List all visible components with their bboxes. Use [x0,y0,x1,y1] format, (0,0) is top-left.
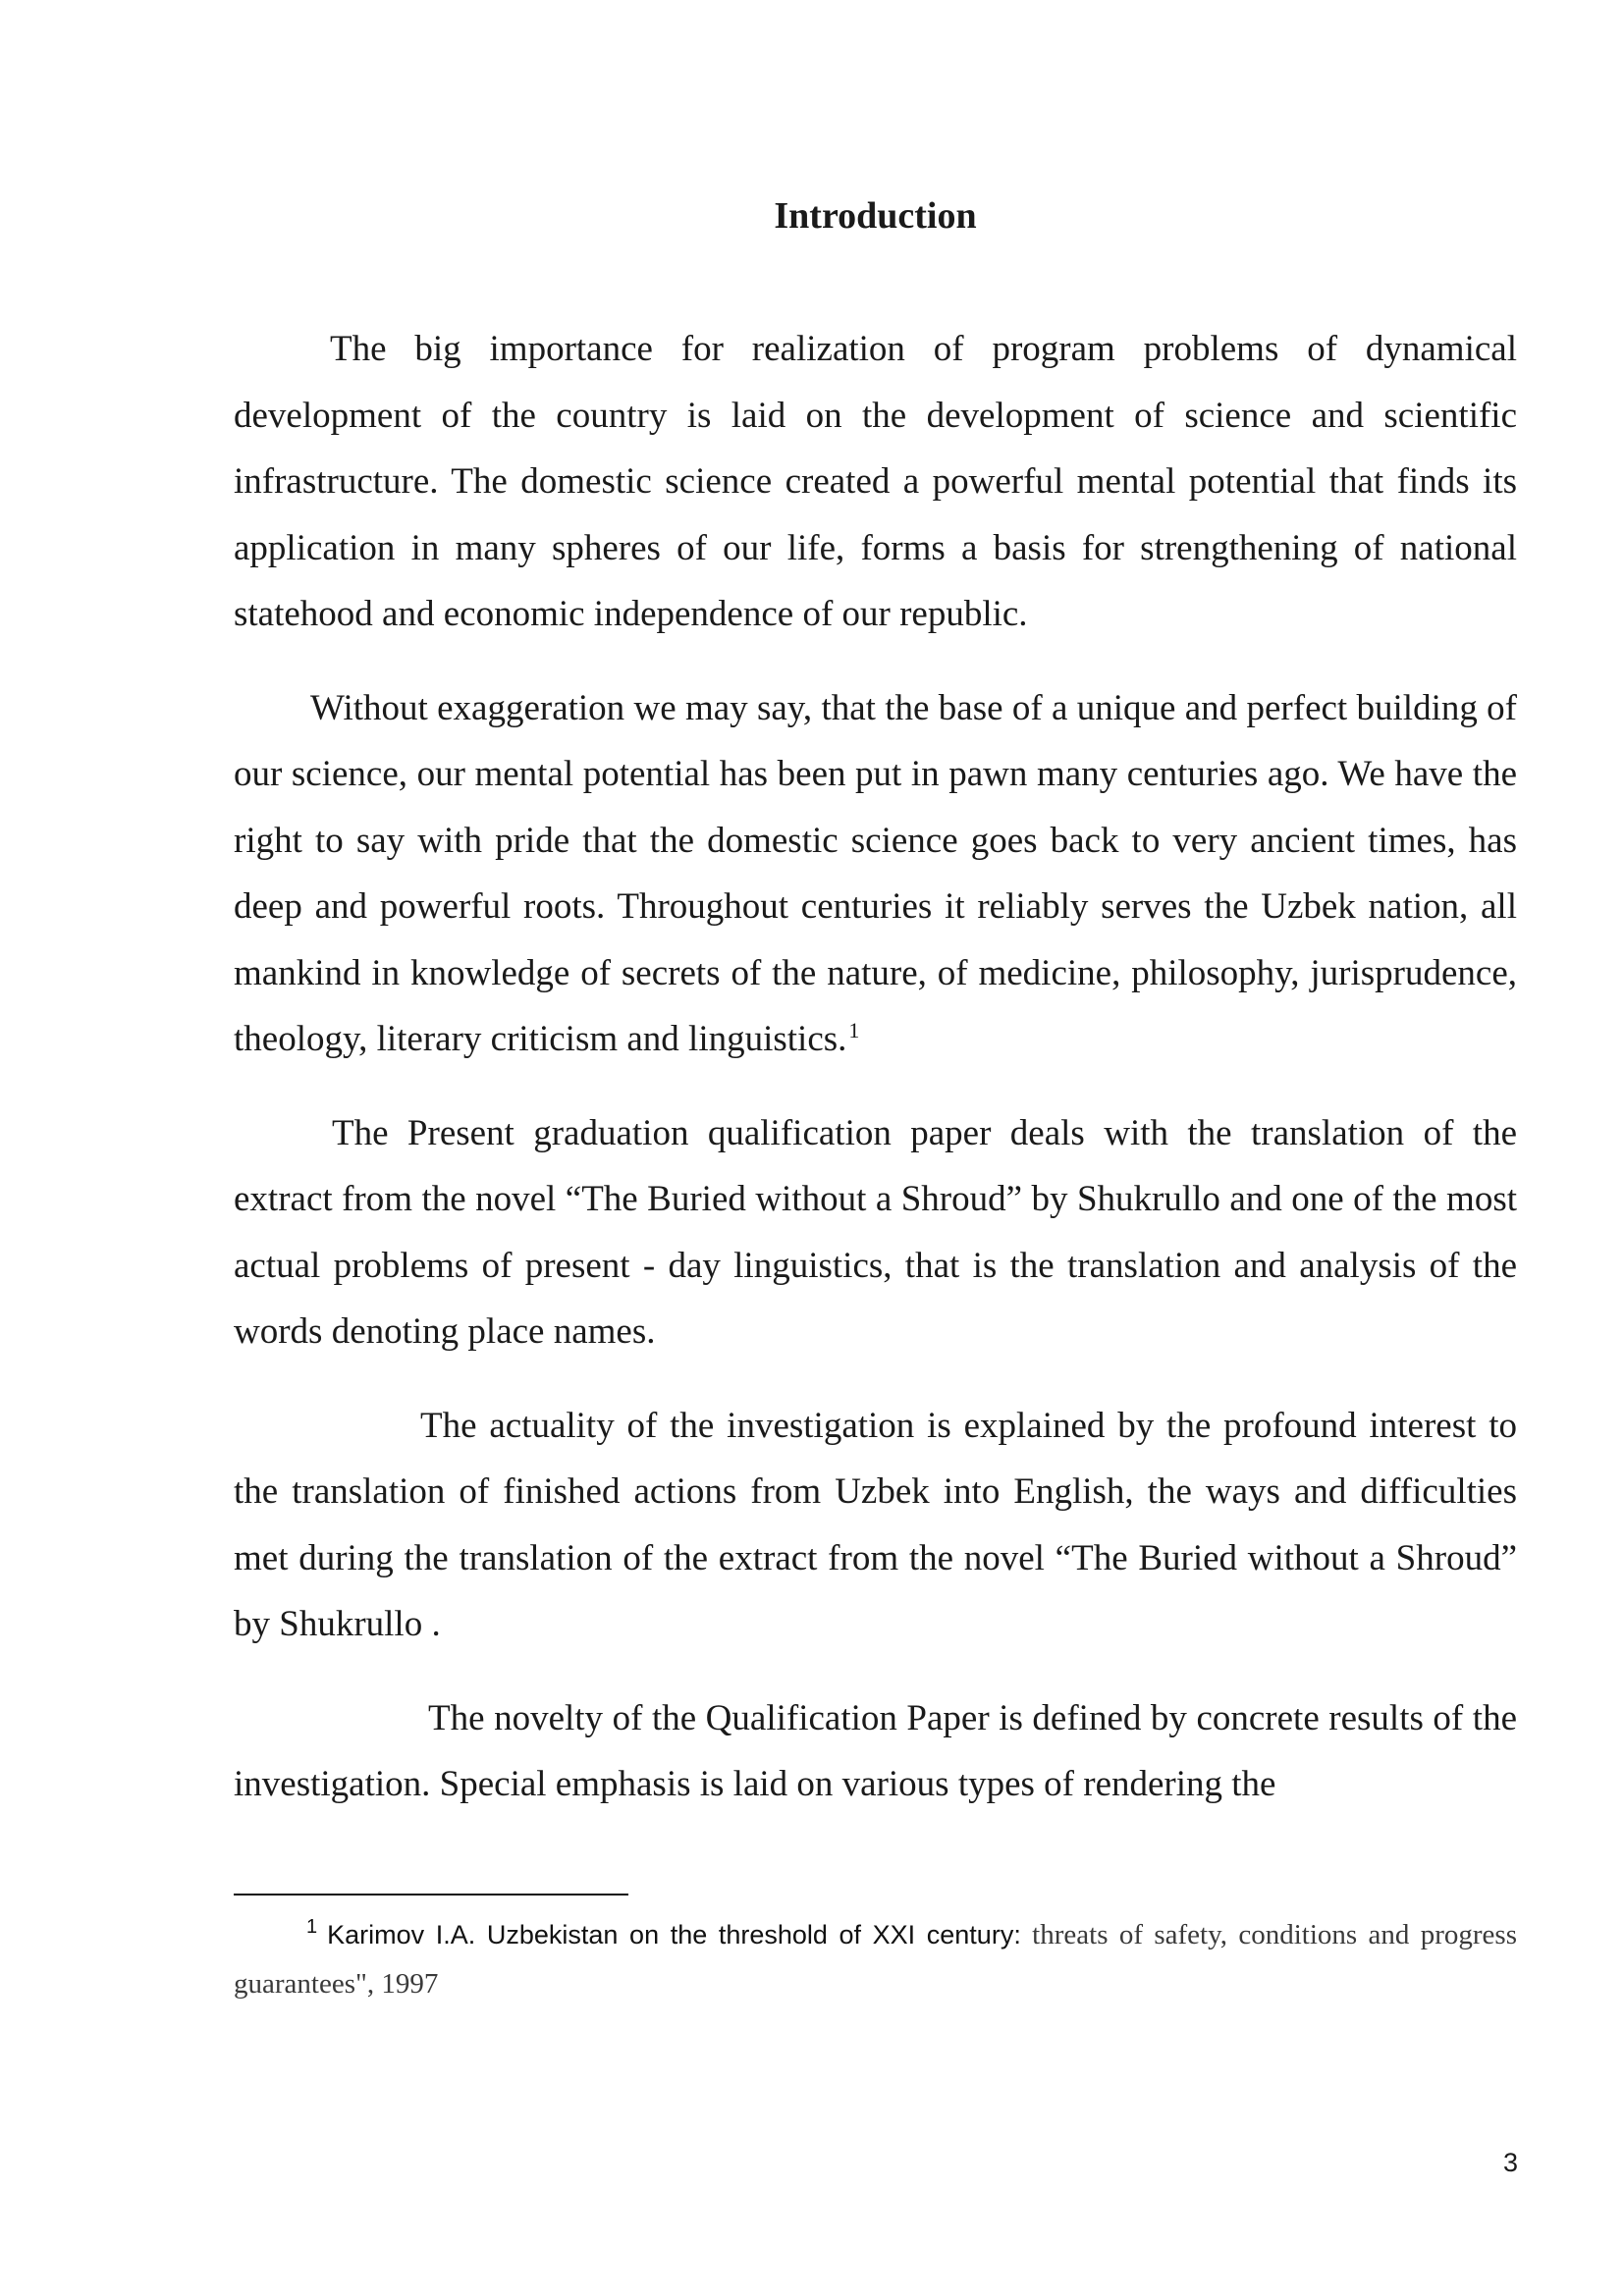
paragraph-4-text: The actuality of the investigation is explained by the profound interest to the translation of finished actions from Uzbek into English, the ways and difficulties met during the translation of the extract from the novel “The Buried without a Shroud” by Shukrullo . [234,1405,1517,1644]
footnote-separator [234,1894,628,1896]
paragraph-1-text: The big importance for realization of program problems of dynamical development of the country is laid on the development of science and scientific infrastructure. The domestic science created a powerful mental potential that finds its application in many spheres of our life, forms a basis for strengthening of national statehood and economic independence of our republic. [234,329,1517,634]
paragraph-2-text: Without exaggeration we may say, that the base of a unique and perfect building of our science, our mental potential has been put in pawn many centuries ago. We have the right to say with pride that the domestic science goes back to very ancient times, has deep and powerful roots. Throughout centuries it reliably serves the Uzbek nation, all mankind in knowledge of secrets of the nature, of medicine, philosophy, jurisprudence, theology, literary criticism and linguistics. [234,687,1517,1059]
paragraph-4 [234,1393,1517,1658]
footnote-reference[interactable]: 1 [848,1017,860,1042]
footnote-mark: 1 [306,1916,318,1939]
page-number: 3 [1502,2148,1518,2177]
body-text [234,316,1517,1818]
paragraph-2 [234,675,1517,1073]
footnote-citation: Karimov I.A. Uzbekistan on the threshold of XXI century: [327,1920,1021,1949]
footnote-citation-rest: threats of safety, conditions and progress guarantees", 1997 [234,1919,1518,2000]
paragraph-5-text: The novelty of the Qualification Paper is defined by concrete results of the investigation. Special emphasis is laid on various types of rendering the [234,1697,1517,1804]
paragraph-3 [234,1100,1517,1365]
paragraph-1 [234,316,1517,648]
paragraph-3-text: The Present graduation qualification paper deals with the translation of the extract from the novel “The Buried without a Shroud” by Shukrullo and one of the most actual problems of present - day linguistics, that is the translation and analysis of the words denoting place names. [234,1112,1517,1352]
paragraph-5 [234,1685,1517,1818]
page-title: Introduction [774,195,977,237]
footnote [234,1910,1517,2008]
